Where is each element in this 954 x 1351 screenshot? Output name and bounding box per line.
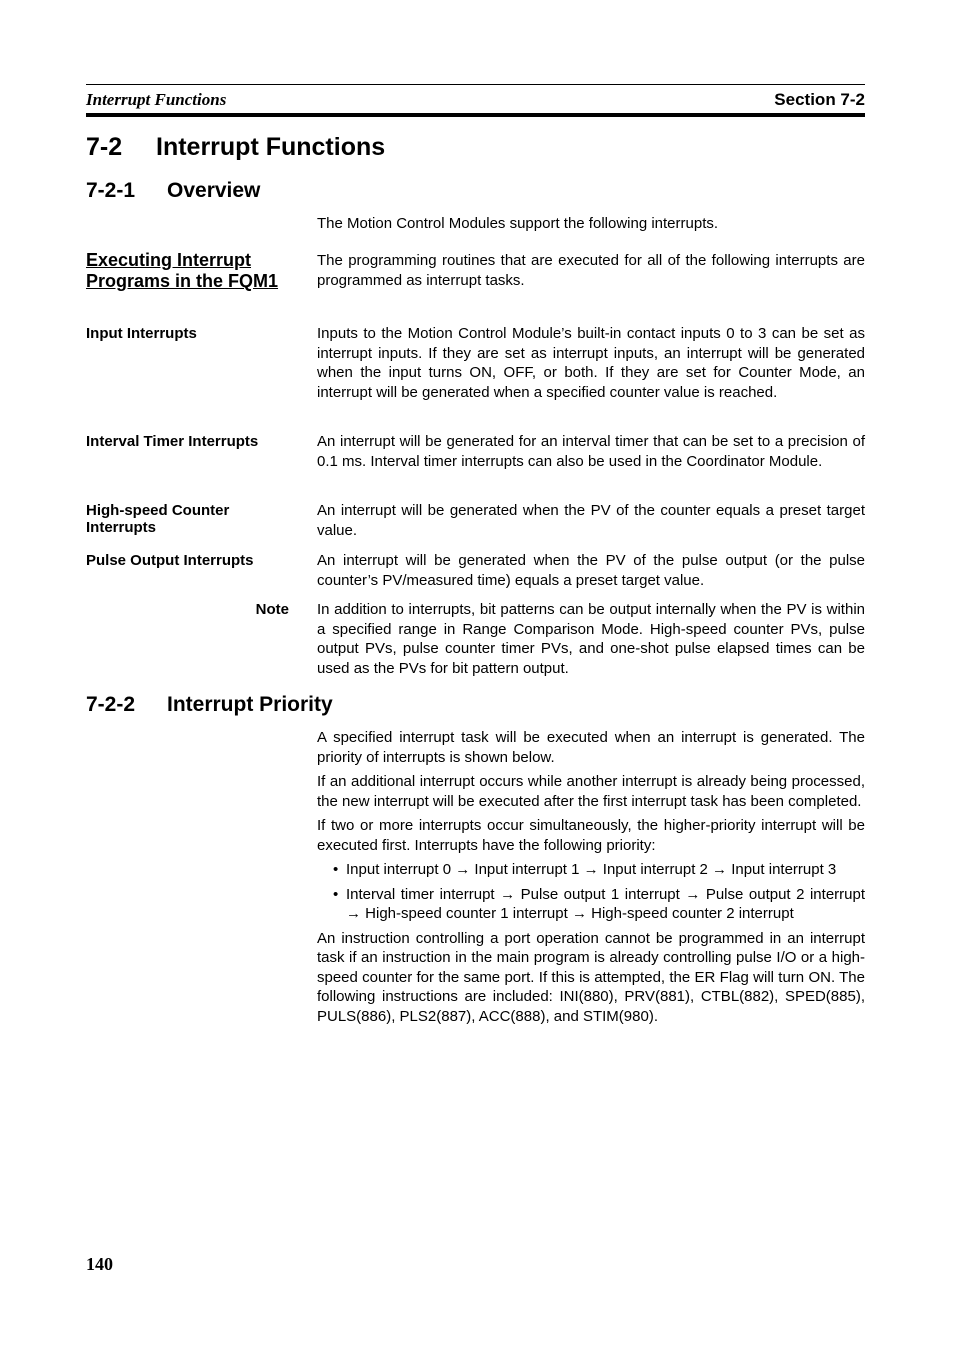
priority-list (317, 860, 865, 924)
running-header-title: Interrupt Functions (86, 90, 227, 109)
bullet-icon: • (333, 885, 339, 903)
priority-heading (86, 693, 333, 717)
priority-closing-paragraph: An instruction controlling a port operation cannot be programmed in an interrupt task if an instruction in the main program is already controlling pulse I/O or a high-speed counter for the same port. If this is attempted, the ER Flag will turn ON. The following instructions are included: INI(880), PRV(881), CTBL(882), SPED(885), PULS(886), PLS2(887), ACC(888), and STIM(980). (317, 929, 865, 1025)
priority-paragraph: If two or more interrupts occur simultaneously, the higher-priority interrupt will be executed first. Interrupts have the following priority: (317, 817, 865, 854)
side-heading-interval-timer: Interval Timer Interrupts (86, 433, 259, 450)
note-label: Note (255, 601, 289, 618)
priority-title: Interrupt Priority (167, 693, 333, 716)
list-item-text: Interval timer interrupt → Pulse output 1 interrupt → Pulse output 2 interrupt → High-speed counter 1 interrupt → High-speed counter 2 interrupt (346, 885, 865, 922)
bullet-icon: • (333, 861, 339, 878)
executing-interrupt-text: The programming routines that are executed for all of the following interrupts are programmed as interrupt tasks. (317, 252, 865, 289)
list-item (317, 860, 865, 880)
section-heading (86, 133, 385, 162)
side-heading-pulse-output: Pulse Output Interrupts (86, 552, 254, 569)
side-heading-input-interrupts: Input Interrupts (86, 325, 197, 342)
high-speed-counter-text: An interrupt will be generated when the PV of the counter equals a preset target value. (317, 502, 865, 539)
priority-number: 7-2-2 (86, 693, 136, 716)
overview-intro: The Motion Control Modules support the following interrupts. (317, 215, 719, 232)
note-text: In addition to interrupts, bit patterns can be output internally when the PV is within a specified range in Range Comparison Mode. High-speed counter PVs, pulse output PVs, pulse counter timer PVs, and one-shot pulse elapsed times can be used as the PVs for bit pattern output. (317, 601, 865, 677)
running-header-section: Section 7-2 (774, 90, 865, 109)
section-title: Interrupt Functions (156, 133, 386, 161)
pulse-output-text: An interrupt will be generated when the PV of the pulse output (or the pulse counter’s PV/measured time) equals a preset target value. (317, 552, 865, 589)
side-heading-high-speed-counter: High-speed Counter Interrupts (86, 502, 230, 536)
side-heading-executing-interrupt: Executing Interrupt Programs in the FQM1 (86, 250, 279, 291)
overview-title: Overview (167, 179, 261, 202)
priority-body (317, 728, 865, 1031)
list-item (317, 885, 865, 924)
priority-paragraph: A specified interrupt task will be executed when an interrupt is generated. The priority of interrupts is shown below. (317, 729, 865, 766)
header-rule-top (86, 84, 865, 85)
interval-timer-text: An interrupt will be generated for an interval timer that can be set to a precision of 0.1 ms. Interval timer interrupts can also be used in the Coordinator Module. (317, 433, 865, 470)
priority-paragraph: If an additional interrupt occurs while another interrupt is already being processed, the new interrupt will be executed after the first interrupt task has been completed. (317, 773, 865, 810)
list-item-text: Input interrupt 0 → Input interrupt 1 → Input interrupt 2 → Input interrupt 3 (346, 861, 837, 878)
input-interrupts-text: Inputs to the Motion Control Module’s built-in contact inputs 0 to 3 can be set as interrupt inputs. If they are set as interrupt inputs, an interrupt will be generated when the input turns ON, OFF, or both. If they are set for Counter Mode, an interrupt will be generated when a specified counter value is reached. (317, 325, 865, 401)
overview-heading (86, 179, 260, 203)
header-rule-bottom (86, 113, 865, 117)
section-number: 7-2 (86, 133, 123, 161)
overview-number: 7-2-1 (86, 179, 136, 202)
page-number: 140 (86, 1254, 113, 1274)
